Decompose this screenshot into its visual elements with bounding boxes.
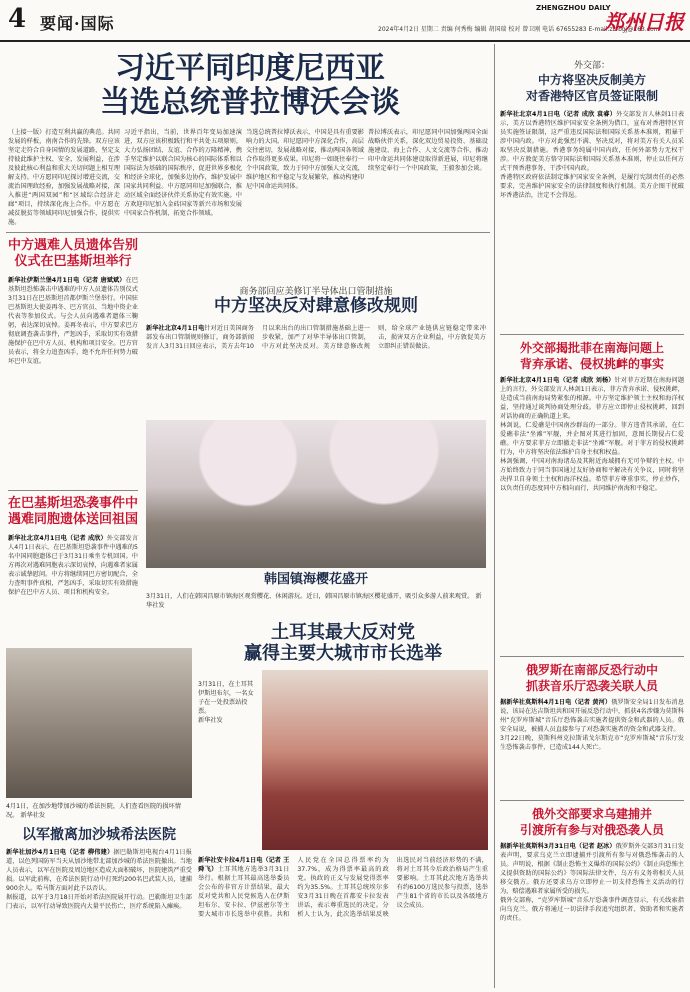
gaza-caption-text: 4月1日，在加沙地带加沙城的希法医院，人们查看医院的损坏情况。 [6, 803, 181, 819]
divider [6, 232, 490, 233]
pakistan-funeral-text: 在巴基斯坦恐怖袭击中遇难的中方人员遗体告别仪式3月31日在巴基斯坦首都伊斯兰堡举行。中国驻巴基斯坦大使姜再冬、巴方官员、当地中资企业代表等参加仪式。与会人员向遇难者遗体三鞠躬，表达深切哀悼。姜再冬表示，中方要求巴方彻底调查袭击事件，严惩凶手，采取切实有效措施保护在巴中方人员、机构和项目安全。巴方官员表示，将全力追查凶手，绝不允许任何势力破坏巴中友谊。 [8, 277, 138, 365]
turkey-photo-credit: 新华社发 [198, 717, 223, 724]
russia-ukraine-text-2: 俄外交部称，“克罗库斯城”音乐厅恐袭事件调查显示，有关线索指向乌克兰。俄方将通过一切法律手段追究组织者、资助者和实施者的责任。 [500, 897, 684, 922]
turkey-headline-2: 赢得主要大城市市长选举 [244, 643, 442, 664]
pakistan-funeral-headline [8, 238, 138, 270]
south-china-sea-headline-1: 外交部揭批菲在南海问题上 [519, 341, 664, 355]
lead-body-col-3: 当选总统普拉博沃表示，中国是具有重要影响力的大国。印尼愿同中方深化合作，高层交往密切，发展战略对接，推动两国各领域合作取得更多成果。印尼将一如既往奉行一个中国政策，致力于同中方加强人文交流，维护地区和平稳定与发展繁荣，推动构建印尼中国命运共同体。 [246, 129, 364, 190]
pakistan-funeral-dateline: 新华社伊斯兰堡4月1日电（记者 唐斌斌） [8, 277, 126, 284]
hk-visa-dateline: 新华社北京4月1日电（记者 成欣 袁睿） [500, 111, 617, 118]
masthead [0, 0, 690, 42]
page-number: 4 [8, 4, 27, 34]
hk-visa-kicker: 外交部： [573, 61, 610, 71]
south-china-sea-text-3: 林剑强调，中国对南海诸岛及其附近海域拥有无可争辩的主权。中方始终致力于同当事国通过友好协商和平解决有关争议，同时将坚决捍卫自身领土主权和海洋权益。希望菲方尊重事实，停止炒作，以负责任的态度同中方相向而行，共同维护南海和平稳定。 [500, 458, 684, 492]
export-control-headline: 中方坚决反对肆意修改规则 [214, 296, 418, 316]
russia-ukraine-body [500, 842, 684, 988]
russia-crocus-text: 俄罗斯安全局1日发布消息说，该局在达吉斯坦共和国开展反恐行动中，抓获4名涉嫌为莫斯科州“克罗库斯城”音乐厅恐怖袭击实施者提供资金和武器的人员。俄安全局说，被捕人员直接参与了对恐袭实施者的资金和武器支持。 [500, 699, 684, 733]
paper-logo: 郑州日报 [604, 10, 684, 34]
divider [500, 800, 684, 801]
turkey-headline-1: 土耳其最大反对党 [271, 622, 415, 643]
lead-body-col-1: （上接一版）打造互利共赢的典范。共同发展的样板，南南合作的先锋。双方应该坚定走符合自身国情的发展道路，坚定支持彼此维护主权、安全、发展利益，在涉及彼此核心利益和重大关切问题上相互理解支持。中方愿同印尼探讨增进交流，交流治国理政经验，加强发展战略对接，深入推进“两国双园”和“区域综合经济走廊”项目，持续深化海上合作。中方愿在减贫脱贫等领域同印尼加强合作，提供实施。 [8, 129, 120, 226]
pakistan-funeral-body [8, 276, 138, 486]
lead-body-col-2: 习近平指出，当前，世界百年变局加速演进，双方应该积极践行和平共处五项原则。大力弘扬团结、友谊、合作的万隆精神，携手坚定维护以联合国为核心的国际体系和以国际法为基础的国际秩序，促进世界多极化和经济全球化，加强多边协作，维护发展中国家共同利益。中方愿同印尼加强联合，推动区域全面经济伙伴关系协定有效实施。中方欢迎印尼加入金砖国家等新兴市场和发展中国家合作机制，拓宽合作领域。 [124, 129, 242, 217]
turkey-voting-photo [262, 670, 488, 850]
russia-crocus-body [500, 698, 684, 798]
divider [8, 490, 138, 491]
pakistan-funeral-headline-2: 仪式在巴基斯坦举行 [14, 254, 132, 269]
south-china-sea-body [500, 376, 684, 652]
turkey-photo-caption [198, 680, 256, 725]
russia-ukraine-text: 俄罗斯外交部3月31日发表声明，要求乌克兰立即逮捕并引渡所有参与对俄恐怖袭击的人员。声明说，根据《制止恐怖主义爆炸的国际公约》《制止向恐怖主义提供资助的国际公约》等国际法律文件，乌方有义务将相关人员移交俄方。俄方还要求乌方立即停止一切支持恐怖主义活动的行为，赔偿遇难者家属所受的损失。 [500, 843, 684, 895]
cherry-blossom-credit: 新华社发 [146, 593, 482, 609]
lead-headline [10, 52, 490, 120]
russia-crocus-text-2: 3月22日晚，莫斯科州克拉斯诺戈尔斯克市“克罗库斯城”音乐厅发生恐怖袭击事件，已造成144人死亡。 [500, 735, 684, 751]
south-china-sea-text-2: 林剑说，仁爱礁是中国南沙群岛的一部分。菲方违背其承诺，在仁爱礁非法“坐滩”军舰，并企图对其进行加固，意图长期侵占仁爱礁。中方要求菲方立即撤走非法“坐滩”军舰。对于菲方的侵权挑衅行为，中方将坚决依法维护自身主权和权益。 [500, 422, 684, 456]
turkey-dateline: 新华社安卡拉4月1日电（记者 王舜飞） [198, 857, 290, 873]
cherry-blossom-caption-text: 3月31日，人们在韩国昌原市镇海区观赏樱花、休闲游玩。近日，韩国昌原市镇海区樱花盛开，吸引众多游人前来观赏。 [146, 593, 474, 600]
russia-crocus-dateline: 据新华社莫斯科4月1日电（记者 黄河） [500, 699, 612, 706]
gaza-credit: 新华社发 [20, 812, 46, 819]
lead-headline-line-2: 当选总统普拉博沃会谈 [100, 85, 400, 120]
russia-crocus-headline-1: 俄罗斯在南部反恐行动中 [525, 663, 658, 677]
hk-visa-text: 外交部发言人林剑1日表示，美方以香港特区维护国家安全条例为借口，宣布对香港特区官员实施签证限制，这严重违反国际法和国际关系基本准则，粗暴干涉中国内政。中方对此强烈不满、坚决反对，将对美方有关人员采取坚决反制措施。香港事务纯属中国内政，任何外部势力无权干涉。中方敦促美方恪守国际法和国际关系基本准则，停止以任何方式干预香港事务、干涉中国内政。 [500, 111, 684, 172]
russia-ukraine-headline-1: 俄外交部要求乌建捕并 [531, 807, 652, 821]
divider [500, 656, 684, 657]
pakistan-repatriation-text: 外交部发言人4月1日表示，在巴基斯坦恐袭事件中遇难的5名中国同胞遗体已于3月31日乘坐专机回国。中方再次对遇难同胞表示深切哀悼，向遇难者家属表示诚挚慰问。中方将继续同巴方密切配合，全力查明事件真相，严惩凶手，采取切实有效措施保护在巴中方人员、项目和机构安全。 [8, 535, 138, 596]
gaza-headline: 以军撤离加沙城希法医院 [22, 827, 176, 843]
pakistan-repatriation-headline [8, 496, 138, 528]
pakistan-funeral-headline-1: 中方遇难人员遗体告别 [8, 238, 139, 253]
cherry-blossom-caption [146, 592, 486, 610]
gaza-caption [6, 802, 192, 820]
gaza-dateline: 新华社加沙4月1日电（记者 柳伟建） [6, 849, 114, 856]
russia-ukraine-dateline: 据新华社莫斯科3月31日电（记者 赵冰） [500, 843, 616, 850]
export-control-dateline: 新华社北京4月1日电 [146, 325, 205, 332]
pakistan-repatriation-headline-2: 遇难同胞遗体送回祖国 [8, 512, 139, 527]
pakistan-repatriation-headline-1: 在巴基斯坦恐袭事件中 [8, 496, 139, 511]
turkey-body [198, 856, 488, 988]
turkey-text-2: 土耳其总统埃尔多安3月31日晚在首都安卡拉发表讲话，表示尊重选民的决定。分析人士认为，此次选举结果反映出选民对当前经济形势的不满，将对土耳其今后政治格局产生重要影响。 [297, 857, 488, 918]
lead-headline-line-1: 习近平同印度尼西亚 [115, 51, 385, 86]
hk-visa-body [500, 110, 684, 330]
russia-ukraine-headline [500, 806, 684, 838]
turkey-text: 土耳其地方选举3月31日举行。根据土耳其最高选举委员会公布的非官方计票结果，最大反对党共和人民党候选人在伊斯坦布尔、安卡拉、伊兹密尔等主要大城市市长选举中获胜。共和人民党在全国总得票率约为37.7%，成为得票率最高的政党。执政的正义与发展党得票率约为35.5%。 [198, 857, 389, 918]
turkey-photo-caption-text: 3月31日，在土耳其伊斯坦布尔，一名女子在一处投票站投票。 [198, 681, 254, 715]
turkey-text-3: 土耳其此次地方选举共有约6100万选民参与投票，选举产生81个省的市长以及各级地方议会成员。 [396, 875, 488, 909]
lead-body-col-4: 普拉博沃表示，印尼愿同中国加强两国全面战略伙伴关系，深化双边贸易投资、基础设施建设、海上合作、人文交流等合作，推动印中命运共同体建设取得新进展，印尼将继续坚定奉行一个中国政策，王毅参加会谈。 [368, 129, 488, 172]
hk-visa-headline [500, 72, 684, 104]
export-control-body [146, 324, 486, 414]
russia-crocus-headline-2: 抓获音乐厅恐袭关联人员 [525, 679, 658, 693]
gaza-body [6, 848, 192, 986]
cherry-blossom-photo [146, 420, 486, 568]
cherry-blossom-headline: 韩国镇海樱花盛开 [263, 572, 368, 587]
gaza-text: 据巴勒斯坦电视台4月1日报道，以色列国防军当天从加沙地带北部加沙城的希法医院撤出。当地人员表示，以军在医院及周边地区造成大面积破坏，医院建筑严重受损。以军此前称，在希法医院行动中打死约200名巴武装人员，逮捕900余人。哈马斯方面对此予以否认。 [6, 849, 192, 892]
pakistan-repatriation-body [8, 534, 138, 644]
hk-visa-headline-1: 中方将坚决反制美方 [537, 73, 646, 87]
hk-visa-text-2: 香港特区政府依法制定维护国家安全条例，是履行宪制责任的必然要求，完善维护国家安全的法律制度和执行机制。美方企图干扰破坏香港法治，注定不会得逞。 [500, 174, 684, 199]
export-control-text: 针对近日美国商务部发布出口管制规则修订，商务部新闻发言人3月31日回应表示，美方去年10月以来出台的出口管制措施基础上进一步收紧，加严了对华半导体出口管制，中方对此坚决反对。美方肆意修改规则，给全球产业链供应链稳定带来冲击，损害双方企业利益，中方敦促美方立即纠正错误做法。 [146, 325, 486, 350]
south-china-sea-headline-2: 背弃承诺、侵权挑衅的事实 [519, 357, 664, 371]
turkey-headline [198, 622, 488, 664]
column-divider [494, 44, 495, 988]
russia-ukraine-headline-2: 引渡所有参与对俄恐袭人员 [519, 823, 664, 837]
divider [500, 334, 684, 335]
section-title: 要闻·国际 [40, 14, 115, 33]
russia-crocus-headline [500, 662, 684, 694]
south-china-sea-text: 针对菲方近期在南海问题上的言行，外交部发言人林剑1日表示，菲方背弃承诺、侵权挑衅，是造成当前南海局势紧张的根源。中方坚定维护领土主权和海洋权益，坚持通过谈判协商处理分歧。菲方应立即停止侵权挑衅，回到对话协商的正确轨道上来。 [500, 377, 684, 420]
export-control-kicker: 商务部回应美修订半导体出口管制措施 [239, 287, 393, 297]
paper-name-en: ZHENGZHOU DAILY [536, 4, 611, 12]
hk-visa-headline-2: 对香港特区官员签证限制 [525, 89, 658, 103]
pakistan-repatriation-dateline: 新华社北京4月1日电（记者 成欣） [8, 535, 107, 542]
south-china-sea-dateline: 新华社北京4月1日电（记者 成欣 刘杨） [500, 377, 615, 384]
south-china-sea-headline [500, 340, 684, 372]
gaza-hospital-photo [6, 648, 192, 798]
gaza-text-2: 据报道，以军于3月18日开始对希法医院展开行动。巴勒斯坦卫生部门表示，以军行动导致医院内大量平民伤亡，医疗系统陷入瘫痪。 [6, 894, 192, 910]
publication-info: 2024年4月2日 星期二 责编 何秀梅 编辑 胡国瑞 校对 曾卫刚 电话 67655283 E-mail:zzrbgj@163.com [378, 26, 660, 33]
